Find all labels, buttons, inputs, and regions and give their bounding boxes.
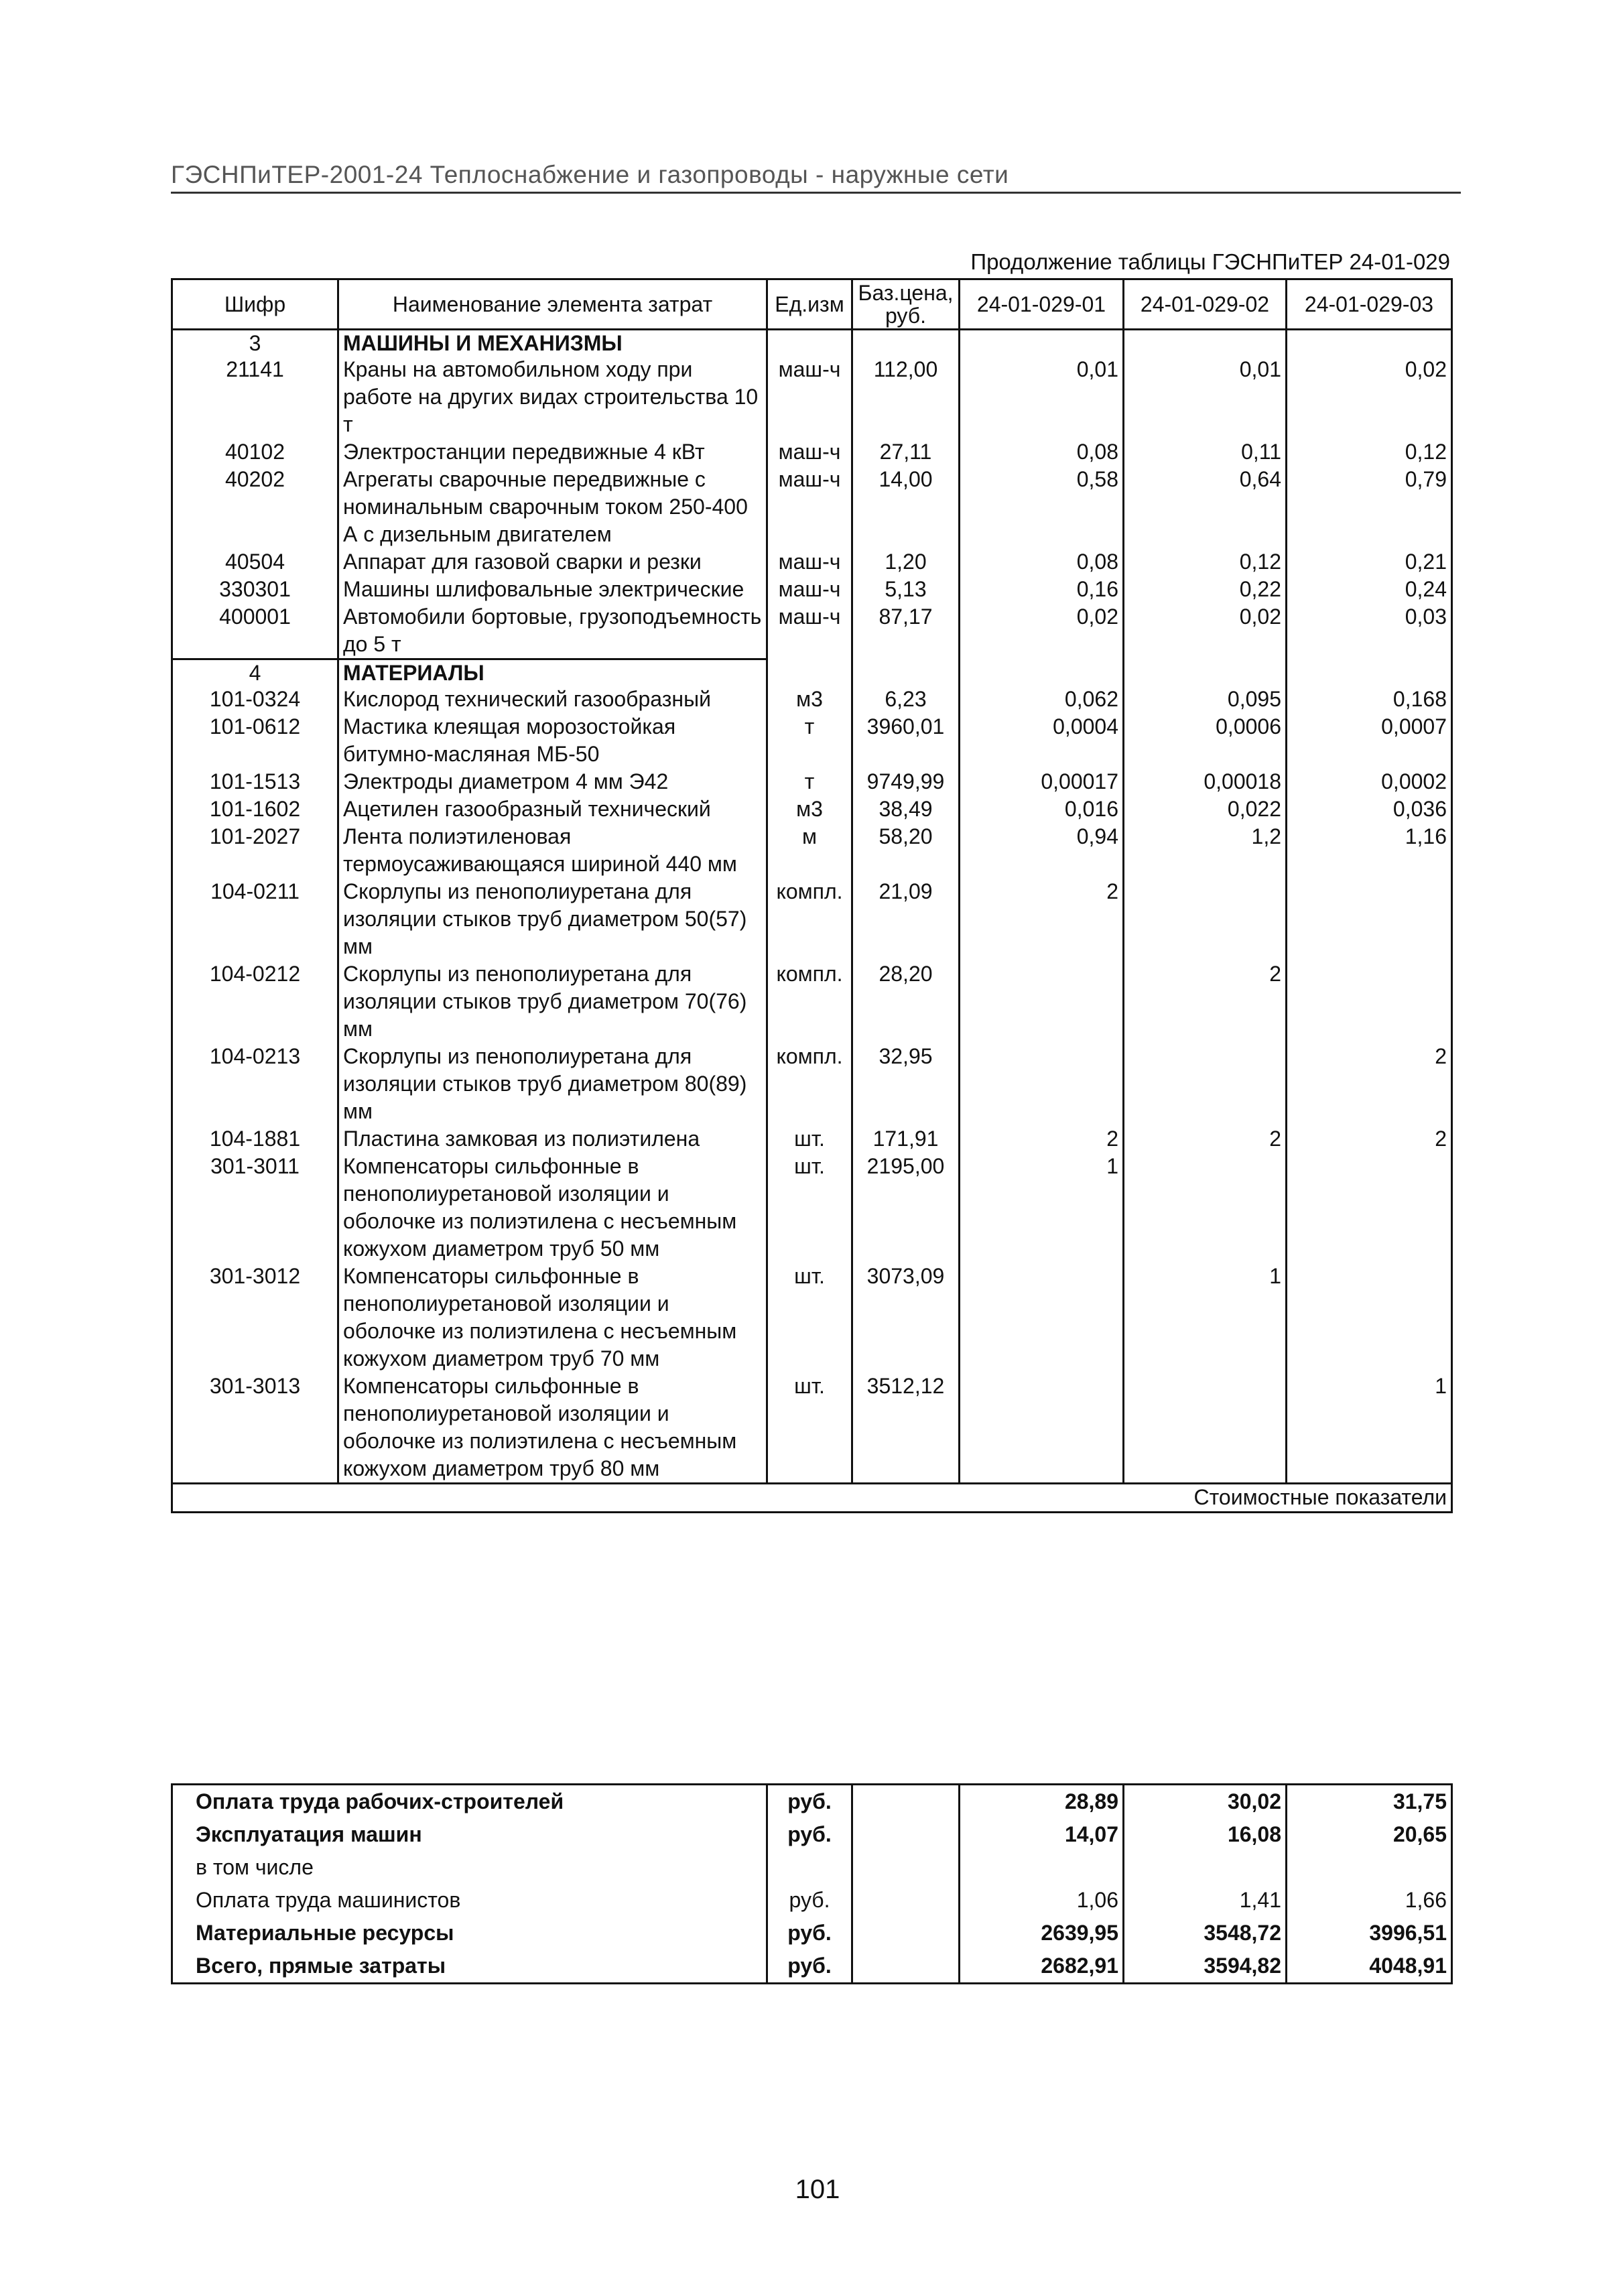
empty-cell	[852, 1851, 960, 1884]
section-number: 4	[172, 659, 338, 686]
norm-value-02: 2	[1124, 960, 1287, 1043]
norm-value-02: 0,095	[1124, 686, 1287, 713]
table-row	[172, 713, 1452, 768]
norm-value-02: 0,01	[1124, 356, 1287, 438]
resource-unit: маш-ч	[767, 548, 852, 576]
norm-value-01: 0,01	[960, 356, 1124, 438]
table-row	[172, 823, 1452, 878]
table-row	[172, 878, 1452, 960]
cost-value-01: 2682,91	[960, 1950, 1124, 1984]
norm-value-01: 0,08	[960, 548, 1124, 576]
table-row	[172, 1043, 1452, 1125]
resource-name: Компенсаторы сильфонные в пенополиуретановой изоляции и оболочке из полиэтилена с несъемным кожухом диаметром труб 80 мм	[338, 1373, 767, 1484]
column-header-name: Наименование элемента затрат	[338, 279, 767, 330]
norm-value-03: 0,0007	[1287, 713, 1452, 768]
cost-value-03: 20,65	[1287, 1818, 1452, 1851]
cost-name: в том числе	[172, 1851, 767, 1884]
section-header-row	[172, 659, 1452, 686]
cost-indicators-body	[172, 1785, 1452, 1984]
norm-value-01	[960, 1373, 1124, 1484]
table-row	[172, 1373, 1452, 1484]
norm-value-02: 2	[1124, 1125, 1287, 1153]
resource-unit: маш-ч	[767, 603, 852, 659]
resource-code: 40102	[172, 438, 338, 466]
table-row	[172, 576, 1452, 603]
resource-name: Скорлупы из пенополиуретана для изоляции стыков труб диаметром 50(57) мм	[338, 878, 767, 960]
norm-value-02: 0,02	[1124, 603, 1287, 659]
running-title: ГЭСНПиТЕР-2001-24 Теплоснабжение и газопроводы - наружные сети	[171, 161, 1461, 194]
cost-value-01: 14,07	[960, 1818, 1124, 1851]
base-price: 3512,12	[852, 1373, 960, 1484]
base-price: 28,20	[852, 960, 960, 1043]
cost-unit: руб.	[767, 1785, 852, 1819]
base-price: 3960,01	[852, 713, 960, 768]
norm-value-01	[960, 1043, 1124, 1125]
cost-name: Оплата труда рабочих-строителей	[172, 1785, 767, 1819]
empty-cell	[852, 1785, 960, 1819]
norm-value-02: 0,64	[1124, 466, 1287, 548]
resource-unit: шт.	[767, 1153, 852, 1263]
norm-value-03: 1,16	[1287, 823, 1452, 878]
resource-code: 101-2027	[172, 823, 338, 878]
norm-value-02: 1,2	[1124, 823, 1287, 878]
norm-value-01: 0,08	[960, 438, 1124, 466]
cost-value-02: 3594,82	[1124, 1950, 1287, 1984]
resource-name: Агрегаты сварочные передвижные с номинальным сварочным током 250-400 А с дизельным двигателем	[338, 466, 767, 548]
norm-value-01: 0,94	[960, 823, 1124, 878]
column-header-v2: 24-01-029-02	[1124, 279, 1287, 330]
empty-cell	[852, 1818, 960, 1851]
table-row	[172, 768, 1452, 795]
resource-code: 104-0211	[172, 878, 338, 960]
table-row	[172, 795, 1452, 823]
empty-cell	[960, 330, 1124, 357]
resource-name: Скорлупы из пенополиуретана для изоляции стыков труб диаметром 80(89) мм	[338, 1043, 767, 1125]
norm-value-03: 0,02	[1287, 356, 1452, 438]
resource-code: 301-3013	[172, 1373, 338, 1484]
base-price: 32,95	[852, 1043, 960, 1125]
column-header-unit: Ед.изм	[767, 279, 852, 330]
cost-unit: руб.	[767, 1884, 852, 1917]
norm-value-03: 0,036	[1287, 795, 1452, 823]
cost-caption-row	[172, 1484, 1452, 1513]
cost-value-02: 16,08	[1124, 1818, 1287, 1851]
cost-value-03	[1287, 1851, 1452, 1884]
norm-value-01: 1	[960, 1153, 1124, 1263]
norm-value-02	[1124, 1043, 1287, 1125]
resource-code: 104-0212	[172, 960, 338, 1043]
base-price: 9749,99	[852, 768, 960, 795]
norm-value-03: 2	[1287, 1125, 1452, 1153]
norm-value-02: 1	[1124, 1263, 1287, 1373]
resource-name: Скорлупы из пенополиуретана для изоляции стыков труб диаметром 70(76) мм	[338, 960, 767, 1043]
norm-value-02	[1124, 1373, 1287, 1484]
norm-value-01: 0,016	[960, 795, 1124, 823]
cost-value-02: 30,02	[1124, 1785, 1287, 1819]
cost-row	[172, 1785, 1452, 1819]
resource-norms-table	[171, 278, 1453, 1513]
empty-cell	[960, 659, 1124, 686]
base-price: 171,91	[852, 1125, 960, 1153]
resource-name: Машины шлифовальные электрические	[338, 576, 767, 603]
norm-value-01: 0,0004	[960, 713, 1124, 768]
resource-code: 21141	[172, 356, 338, 438]
empty-cell	[852, 1917, 960, 1950]
base-price: 1,20	[852, 548, 960, 576]
section-header-row	[172, 330, 1452, 357]
cost-unit: руб.	[767, 1950, 852, 1984]
cost-value-01: 2639,95	[960, 1917, 1124, 1950]
empty-cell	[852, 659, 960, 686]
resource-name: Электростанции передвижные 4 кВт	[338, 438, 767, 466]
table-row	[172, 356, 1452, 438]
resource-unit: маш-ч	[767, 576, 852, 603]
resource-unit: м	[767, 823, 852, 878]
resource-code: 301-3012	[172, 1263, 338, 1373]
base-price: 3073,09	[852, 1263, 960, 1373]
cost-name: Всего, прямые затраты	[172, 1950, 767, 1984]
norm-value-01	[960, 1263, 1124, 1373]
table-row	[172, 603, 1452, 659]
empty-cell	[767, 330, 852, 357]
norm-value-01: 0,58	[960, 466, 1124, 548]
norm-value-01: 0,062	[960, 686, 1124, 713]
table-caption: Продолжение таблицы ГЭСНПиТЕР 24-01-029	[970, 249, 1450, 274]
resource-code: 400001	[172, 603, 338, 659]
table-row	[172, 1263, 1452, 1373]
empty-cell	[767, 659, 852, 686]
resource-code: 101-1602	[172, 795, 338, 823]
cost-row	[172, 1818, 1452, 1851]
norm-value-02: 0,022	[1124, 795, 1287, 823]
norm-value-03: 1	[1287, 1373, 1452, 1484]
page-number: 101	[795, 2175, 840, 2204]
resource-name: Ацетилен газообразный технический	[338, 795, 767, 823]
cost-caption: Стоимостные показатели	[172, 1484, 1452, 1513]
cost-value-03: 4048,91	[1287, 1950, 1452, 1984]
resource-unit: шт.	[767, 1263, 852, 1373]
norm-value-03	[1287, 1153, 1452, 1263]
norm-value-01: 0,16	[960, 576, 1124, 603]
norm-value-02: 0,22	[1124, 576, 1287, 603]
resource-name: Аппарат для газовой сварки и резки	[338, 548, 767, 576]
cost-row	[172, 1851, 1452, 1884]
resource-unit: т	[767, 713, 852, 768]
norm-value-01: 2	[960, 1125, 1124, 1153]
norm-value-02: 0,11	[1124, 438, 1287, 466]
resource-unit: маш-ч	[767, 356, 852, 438]
norm-value-03: 0,12	[1287, 438, 1452, 466]
norm-value-03: 0,21	[1287, 548, 1452, 576]
norm-value-03	[1287, 878, 1452, 960]
cost-name: Материальные ресурсы	[172, 1917, 767, 1950]
base-price: 5,13	[852, 576, 960, 603]
base-price: 14,00	[852, 466, 960, 548]
cost-name: Оплата труда машинистов	[172, 1884, 767, 1917]
table-row	[172, 466, 1452, 548]
empty-cell	[1124, 659, 1287, 686]
table-row	[172, 960, 1452, 1043]
base-price: 21,09	[852, 878, 960, 960]
cost-value-02: 1,41	[1124, 1884, 1287, 1917]
cost-row	[172, 1950, 1452, 1984]
resource-code: 104-1881	[172, 1125, 338, 1153]
table-body	[172, 330, 1452, 1484]
norm-value-01	[960, 960, 1124, 1043]
resource-code: 40504	[172, 548, 338, 576]
norm-value-03: 2	[1287, 1043, 1452, 1125]
norm-value-03	[1287, 960, 1452, 1043]
resource-unit: маш-ч	[767, 438, 852, 466]
table-row	[172, 1153, 1452, 1263]
cost-name: Эксплуатация машин	[172, 1818, 767, 1851]
resource-unit: шт.	[767, 1125, 852, 1153]
norm-value-03: 0,24	[1287, 576, 1452, 603]
base-price: 6,23	[852, 686, 960, 713]
resource-unit: т	[767, 768, 852, 795]
resource-name: Мастика клеящая морозостойкая битумно-масляная МБ-50	[338, 713, 767, 768]
cost-value-03: 31,75	[1287, 1785, 1452, 1819]
empty-cell	[1124, 330, 1287, 357]
column-header-v3: 24-01-029-03	[1287, 279, 1452, 330]
resource-unit: маш-ч	[767, 466, 852, 548]
cost-indicators-table	[171, 1783, 1453, 1984]
table-row	[172, 548, 1452, 576]
cost-value-01: 1,06	[960, 1884, 1124, 1917]
cost-unit	[767, 1851, 852, 1884]
norm-value-03	[1287, 1263, 1452, 1373]
column-header-v1: 24-01-029-01	[960, 279, 1124, 330]
cost-unit: руб.	[767, 1818, 852, 1851]
table-row	[172, 438, 1452, 466]
empty-cell	[852, 1950, 960, 1984]
resource-name: Кислород технический газообразный	[338, 686, 767, 713]
cost-value-02: 3548,72	[1124, 1917, 1287, 1950]
column-header-code: Шифр	[172, 279, 338, 330]
norm-value-02: 0,12	[1124, 548, 1287, 576]
norm-value-03: 0,168	[1287, 686, 1452, 713]
resource-unit: компл.	[767, 960, 852, 1043]
cost-row	[172, 1884, 1452, 1917]
base-price: 38,49	[852, 795, 960, 823]
column-header-price: Баз.цена, руб.	[852, 279, 960, 330]
resource-code: 101-0612	[172, 713, 338, 768]
resource-code: 101-1513	[172, 768, 338, 795]
resource-name: Электроды диаметром 4 мм Э42	[338, 768, 767, 795]
empty-cell	[1287, 659, 1452, 686]
resource-name: Краны на автомобильном ходу при работе на других видах строительства 10 т	[338, 356, 767, 438]
table-header-row	[172, 279, 1452, 330]
resource-unit: м3	[767, 795, 852, 823]
norm-value-02: 0,00018	[1124, 768, 1287, 795]
resource-code: 40202	[172, 466, 338, 548]
resource-name: Компенсаторы сильфонные в пенополиуретановой изоляции и оболочке из полиэтилена с несъемным кожухом диаметром труб 50 мм	[338, 1153, 767, 1263]
base-price: 112,00	[852, 356, 960, 438]
section-title: МАТЕРИАЛЫ	[338, 659, 767, 686]
norm-value-02	[1124, 878, 1287, 960]
resource-code: 101-0324	[172, 686, 338, 713]
norm-value-01: 2	[960, 878, 1124, 960]
resource-code: 104-0213	[172, 1043, 338, 1125]
cost-value-01: 28,89	[960, 1785, 1124, 1819]
norm-value-02: 0,0006	[1124, 713, 1287, 768]
section-title: МАШИНЫ И МЕХАНИЗМЫ	[338, 330, 767, 357]
resource-name: Автомобили бортовые, грузоподъемность до 5 т	[338, 603, 767, 659]
cost-value-03: 1,66	[1287, 1884, 1452, 1917]
cost-unit: руб.	[767, 1917, 852, 1950]
base-price: 27,11	[852, 438, 960, 466]
base-price: 87,17	[852, 603, 960, 659]
resource-name: Пластина замковая из полиэтилена	[338, 1125, 767, 1153]
base-price: 2195,00	[852, 1153, 960, 1263]
cost-value-01	[960, 1851, 1124, 1884]
resource-name: Компенсаторы сильфонные в пенополиуретановой изоляции и оболочке из полиэтилена с несъемным кожухом диаметром труб 70 мм	[338, 1263, 767, 1373]
resource-unit: шт.	[767, 1373, 852, 1484]
empty-cell	[852, 1884, 960, 1917]
norm-value-03: 0,03	[1287, 603, 1452, 659]
norm-value-01: 0,02	[960, 603, 1124, 659]
table-row	[172, 686, 1452, 713]
resource-unit: компл.	[767, 878, 852, 960]
norm-value-02	[1124, 1153, 1287, 1263]
section-number: 3	[172, 330, 338, 357]
resource-code: 330301	[172, 576, 338, 603]
resource-name: Лента полиэтиленовая термоусаживающаяся шириной 440 мм	[338, 823, 767, 878]
norm-value-01: 0,00017	[960, 768, 1124, 795]
cost-row	[172, 1917, 1452, 1950]
resource-unit: м3	[767, 686, 852, 713]
table-row	[172, 1125, 1452, 1153]
empty-cell	[1287, 330, 1452, 357]
empty-cell	[852, 330, 960, 357]
base-price: 58,20	[852, 823, 960, 878]
norm-value-03: 0,0002	[1287, 768, 1452, 795]
cost-value-03: 3996,51	[1287, 1917, 1452, 1950]
resource-unit: компл.	[767, 1043, 852, 1125]
cost-value-02	[1124, 1851, 1287, 1884]
norm-value-03: 0,79	[1287, 466, 1452, 548]
resource-code: 301-3011	[172, 1153, 338, 1263]
